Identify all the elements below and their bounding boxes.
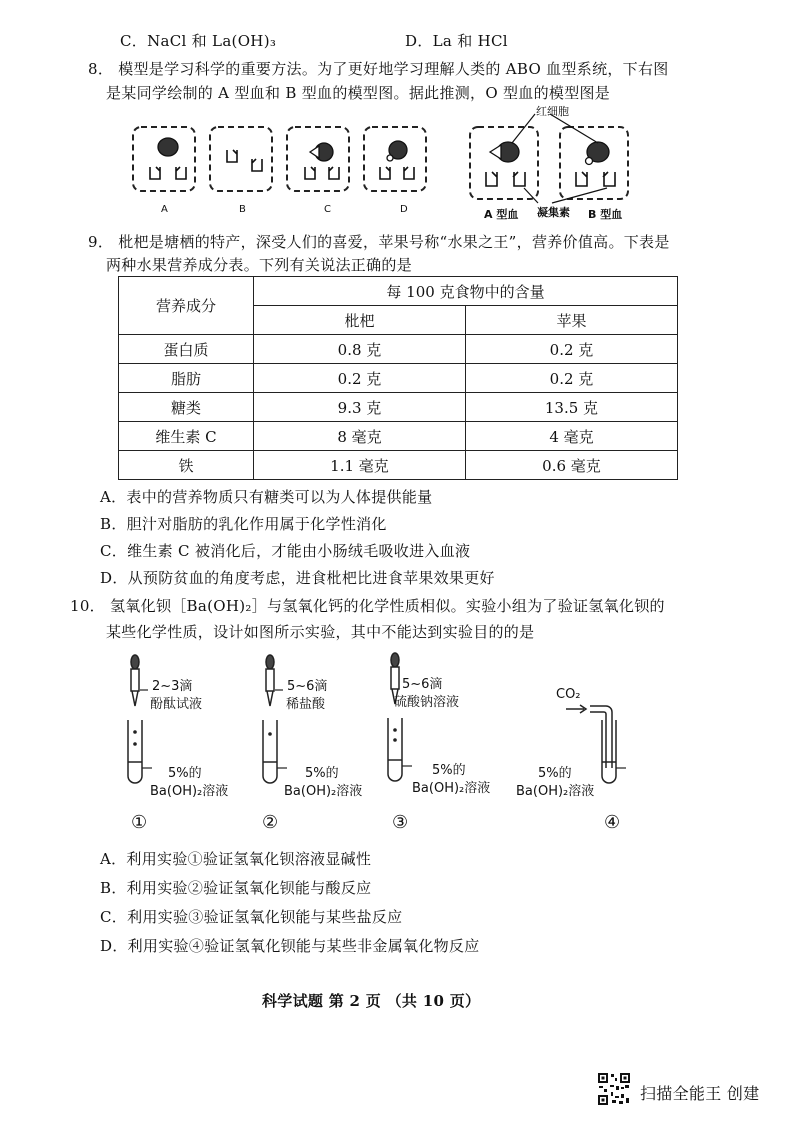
header-per-100g: 每 100 克食物中的含量 <box>254 277 678 306</box>
exp3-solution: Ba(OH)₂溶液 <box>412 781 491 796</box>
exp2-number: ② <box>262 812 279 833</box>
q9-stem-line1: 9． 枇杷是塘栖的特产，深受人们的喜爱，苹果号称“水果之王”，营养价值高。下表是 <box>88 233 670 251</box>
loquat-value: 8 毫克 <box>254 422 466 451</box>
exp4-reagent: CO₂ <box>556 687 581 702</box>
test-tube-2 <box>263 720 277 783</box>
exp2-solution-pct: 5%的 <box>305 766 339 781</box>
header-nutrient: 营养成分 <box>119 277 254 335</box>
loquat-value: 0.2 克 <box>254 364 466 393</box>
exp1-reagent-amount: 2~3滴 <box>152 679 193 694</box>
label-red-blood-cell: 红细胞 <box>536 105 569 118</box>
model-a-frame <box>133 127 195 191</box>
q8-choice-c: C <box>324 204 331 215</box>
q10-option-d: D．利用实验④验证氢氧化钡能与某些非金属氧化物反应 <box>100 937 480 955</box>
exp1-reagent: 酚酞试液 <box>150 697 203 712</box>
q7-option-d: D．La 和 HCl <box>405 32 508 50</box>
label-type-a: A 型血 <box>484 208 519 221</box>
q9-option-b: B．胆汁对脂肪的乳化作用属于化学性消化 <box>100 515 387 533</box>
exp1-solution-pct: 5%的 <box>168 766 202 781</box>
gas-delivery-tube <box>590 706 612 768</box>
exp3-solution-pct: 5%的 <box>432 763 466 778</box>
q9-option-a: A．表中的营养物质只有糖类可以为人体提供能量 <box>100 488 433 506</box>
exp4-solution-pct: 5%的 <box>538 766 572 781</box>
q8-choice-a: A <box>161 204 168 215</box>
q9-option-c: C．维生素 C 被消化后，才能由小肠绒毛吸收进入血液 <box>100 542 471 560</box>
q10-stem-line1: 10． 氢氧化钡［Ba(OH)₂］与氢氧化钙的化学性质相似。实验小组为了验证氢氧化钡的 <box>70 597 665 615</box>
ref-a-frame <box>470 127 538 199</box>
qr-code-icon <box>597 1072 631 1106</box>
table-row <box>119 422 678 451</box>
dropper-1 <box>131 655 139 706</box>
q9-option-d: D．从预防贫血的角度考虑，进食枇杷比进食苹果效果更好 <box>100 569 495 587</box>
q10-option-c: C．利用实验③验证氢氧化钡能与某些盐反应 <box>100 908 403 926</box>
label-agglutinin: 凝集素 <box>537 206 570 219</box>
nutrient-name: 蛋白质 <box>119 335 254 364</box>
q8-choice-b: B <box>239 204 246 215</box>
apple-value: 0.2 克 <box>465 335 677 364</box>
loquat-value: 0.8 克 <box>254 335 466 364</box>
exp1-solution: Ba(OH)₂溶液 <box>150 784 229 799</box>
arrow-icon <box>566 705 586 713</box>
q7-option-c: C．NaCl 和 La(OH)₃ <box>120 32 277 50</box>
table-row <box>119 393 678 422</box>
test-tube-1 <box>128 720 142 783</box>
q8-blood-type-models <box>120 110 650 225</box>
test-tube-4 <box>602 720 616 783</box>
table-row <box>119 451 678 480</box>
scanner-watermark: 扫描全能王 创建 <box>640 1084 760 1103</box>
q10-option-a: A．利用实验①验证氢氧化钡溶液显碱性 <box>100 850 372 868</box>
nutrition-table <box>118 276 678 480</box>
table-row <box>119 335 678 364</box>
q8-stem-line1: 8． 模型是学习科学的重要方法。为了更好地学习理解人类的 ABO 血型系统，下右图 <box>88 60 669 78</box>
apple-value: 4 毫克 <box>465 422 677 451</box>
q9-stem-line2: 两种水果营养成分表。下列有关说法正确的是 <box>106 256 413 274</box>
q8-choice-d: D <box>400 204 408 215</box>
table-row <box>119 364 678 393</box>
exp3-reagent: 硫酸钠溶液 <box>394 695 460 710</box>
nutrient-name: 脂肪 <box>119 364 254 393</box>
ref-b-frame <box>560 127 628 199</box>
dropper-2 <box>266 655 274 706</box>
exp2-reagent: 稀盐酸 <box>286 697 326 712</box>
loquat-value: 1.1 毫克 <box>254 451 466 480</box>
exp2-solution: Ba(OH)₂溶液 <box>284 784 363 799</box>
nutrient-name: 维生素 C <box>119 422 254 451</box>
exp3-reagent-amount: 5~6滴 <box>402 677 443 692</box>
apple-value: 13.5 克 <box>465 393 677 422</box>
page-footer: 科学试题 第 2 页 （共 10 页） <box>262 992 481 1010</box>
exp4-number: ④ <box>604 812 621 833</box>
exp4-solution: Ba(OH)₂溶液 <box>516 784 595 799</box>
apple-value: 0.2 克 <box>465 364 677 393</box>
label-type-b: B 型血 <box>588 208 623 221</box>
nutrient-name: 糖类 <box>119 393 254 422</box>
q10-option-b: B．利用实验②验证氢氧化钡能与酸反应 <box>100 879 372 897</box>
exp2-reagent-amount: 5~6滴 <box>287 679 328 694</box>
header-apple: 苹果 <box>465 306 677 335</box>
agglutinin-marks <box>150 150 615 186</box>
q8-stem-line2: 是某同学绘制的 A 型血和 B 型血的模型图。据此推测，O 型血的模型图是 <box>106 84 611 102</box>
nutrient-name: 铁 <box>119 451 254 480</box>
q10-stem-line2: 某些化学性质，设计如图所示实验，其中不能达到实验目的的是 <box>106 623 535 641</box>
exp3-number: ③ <box>392 812 409 833</box>
loquat-value: 9.3 克 <box>254 393 466 422</box>
test-tube-3 <box>388 718 402 781</box>
apple-value: 0.6 毫克 <box>465 451 677 480</box>
exp1-number: ① <box>131 812 148 833</box>
header-loquat: 枇杷 <box>254 306 466 335</box>
